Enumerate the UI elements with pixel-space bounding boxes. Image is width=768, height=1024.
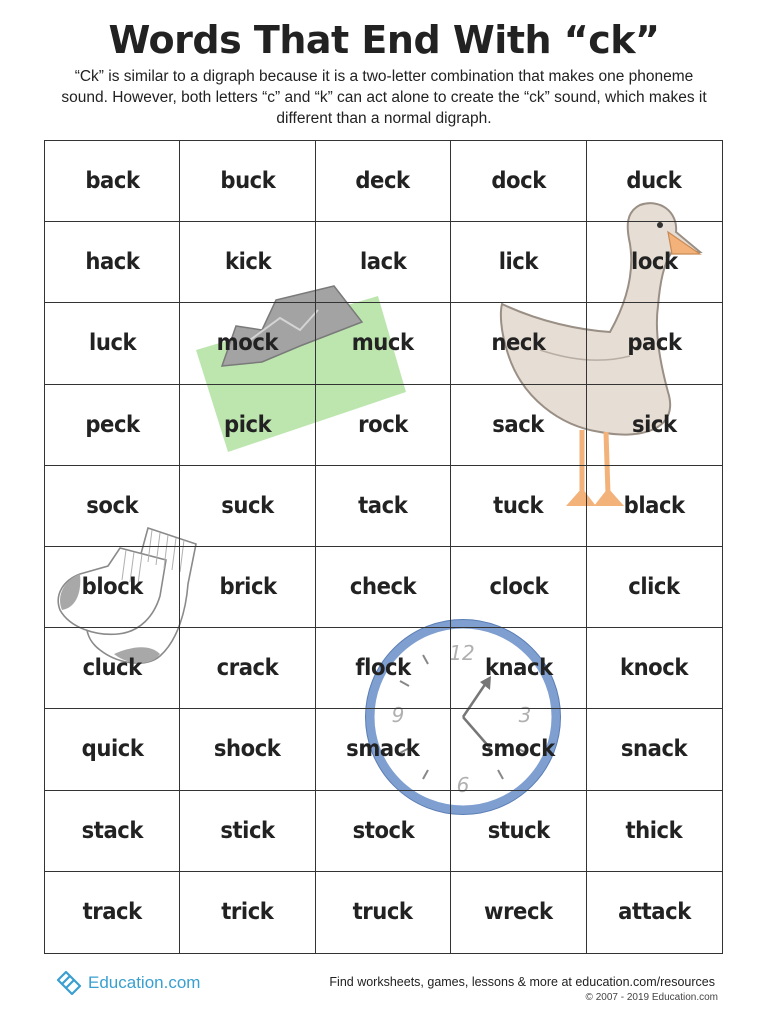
word-cell	[316, 303, 451, 384]
word-text: hack	[85, 249, 140, 276]
word-text: rock	[358, 411, 408, 438]
word-cell	[180, 303, 315, 384]
word-cell	[316, 709, 451, 790]
word-text: crack	[216, 655, 279, 682]
word-text: stuck	[487, 817, 550, 844]
word-text: back	[85, 168, 140, 195]
word-text: sack	[492, 411, 545, 438]
word-text: brick	[219, 574, 277, 601]
word-text: pick	[224, 411, 272, 438]
clock-number: 6	[456, 773, 470, 797]
word-text: knack	[484, 655, 553, 682]
logo-icon	[54, 968, 84, 998]
clock-number: 9	[391, 703, 405, 727]
word-cell	[45, 872, 180, 953]
word-cell	[316, 872, 451, 953]
word-text: shock	[214, 736, 281, 763]
word-cell	[451, 466, 586, 547]
word-cell	[451, 791, 586, 872]
word-text: kick	[224, 249, 271, 276]
word-text: thick	[625, 817, 683, 844]
word-cell	[180, 466, 315, 547]
word-cell	[587, 709, 722, 790]
word-cell	[45, 547, 180, 628]
word-cell	[451, 872, 586, 953]
word-cell	[180, 547, 315, 628]
word-text: wreck	[484, 899, 553, 926]
word-cell	[316, 791, 451, 872]
word-text: knock	[620, 655, 689, 682]
word-cell	[587, 466, 722, 547]
word-text: deck	[355, 168, 411, 195]
word-text: truck	[353, 899, 413, 926]
word-text: lock	[630, 249, 678, 276]
word-text: black	[623, 492, 685, 519]
word-text: snack	[621, 736, 688, 763]
word-cell	[45, 628, 180, 709]
word-cell	[451, 222, 586, 303]
word-text: peck	[85, 411, 140, 438]
word-grid	[44, 140, 723, 954]
clock-number: 3	[518, 703, 532, 727]
word-cell	[180, 791, 315, 872]
education-logo[interactable]	[54, 968, 200, 998]
intro-paragraph: “Ck” is similar to a digraph because it is a two-letter combination that makes one phoneme sound. However, both letters “c” and “k” can act alone to create the “ck” sound, which makes it different than a normal digraph.	[61, 68, 707, 127]
word-text: cluck	[82, 655, 142, 682]
word-cell	[180, 385, 315, 466]
word-cell	[316, 547, 451, 628]
word-text: smock	[481, 736, 556, 763]
word-cell	[587, 385, 722, 466]
word-cell	[451, 141, 586, 222]
word-cell	[180, 628, 315, 709]
word-cell	[316, 628, 451, 709]
word-cell	[180, 709, 315, 790]
word-text: duck	[626, 168, 682, 195]
word-cell	[45, 222, 180, 303]
word-text: pack	[627, 330, 682, 357]
brand-name: Education.com	[88, 973, 201, 992]
word-cell	[451, 303, 586, 384]
word-text: check	[349, 574, 417, 601]
word-cell	[316, 466, 451, 547]
word-cell	[45, 709, 180, 790]
footer-resources-link[interactable]: Find worksheets, games, lessons & more at education.com/resources	[329, 975, 715, 989]
copyright: © 2007 - 2019 Education.com	[585, 992, 718, 1003]
word-text: click	[628, 574, 680, 601]
word-text: trick	[221, 899, 274, 926]
word-text: block	[81, 574, 143, 601]
word-cell	[587, 872, 722, 953]
word-cell	[45, 791, 180, 872]
word-text: track	[82, 899, 142, 926]
word-cell	[587, 222, 722, 303]
word-text: sick	[631, 411, 677, 438]
word-cell	[316, 141, 451, 222]
word-text: suck	[221, 492, 274, 519]
word-cell	[587, 303, 722, 384]
word-text: buck	[220, 168, 276, 195]
word-text: attack	[617, 899, 691, 926]
word-cell	[180, 141, 315, 222]
word-cell	[587, 547, 722, 628]
word-text: dock	[491, 168, 546, 195]
word-text: lick	[498, 249, 539, 276]
word-cell	[180, 222, 315, 303]
word-cell	[45, 303, 180, 384]
word-text: neck	[491, 330, 546, 357]
page-title: Words That End With “ck”	[108, 18, 660, 62]
word-cell	[45, 385, 180, 466]
word-text: tuck	[493, 492, 544, 519]
word-text: stack	[81, 817, 143, 844]
word-text: flock	[355, 655, 411, 682]
word-cell	[587, 141, 722, 222]
word-cell	[180, 872, 315, 953]
word-text: luck	[88, 330, 136, 357]
word-cell	[451, 547, 586, 628]
word-text: lack	[359, 249, 407, 276]
word-text: smack	[346, 736, 420, 763]
word-cell	[316, 385, 451, 466]
word-cell	[451, 709, 586, 790]
word-text: tack	[358, 492, 408, 519]
word-text: clock	[489, 574, 548, 601]
word-cell	[451, 385, 586, 466]
word-cell	[316, 222, 451, 303]
word-cell	[451, 628, 586, 709]
word-text: stick	[220, 817, 275, 844]
word-text: muck	[352, 330, 414, 357]
word-text: mock	[216, 330, 279, 357]
word-cell	[45, 466, 180, 547]
word-text: quick	[81, 736, 144, 763]
word-cell	[45, 141, 180, 222]
word-text: sock	[86, 492, 139, 519]
word-text: stock	[352, 817, 414, 844]
word-cell	[587, 628, 722, 709]
word-cell	[587, 791, 722, 872]
clock-number: 12	[449, 641, 475, 665]
